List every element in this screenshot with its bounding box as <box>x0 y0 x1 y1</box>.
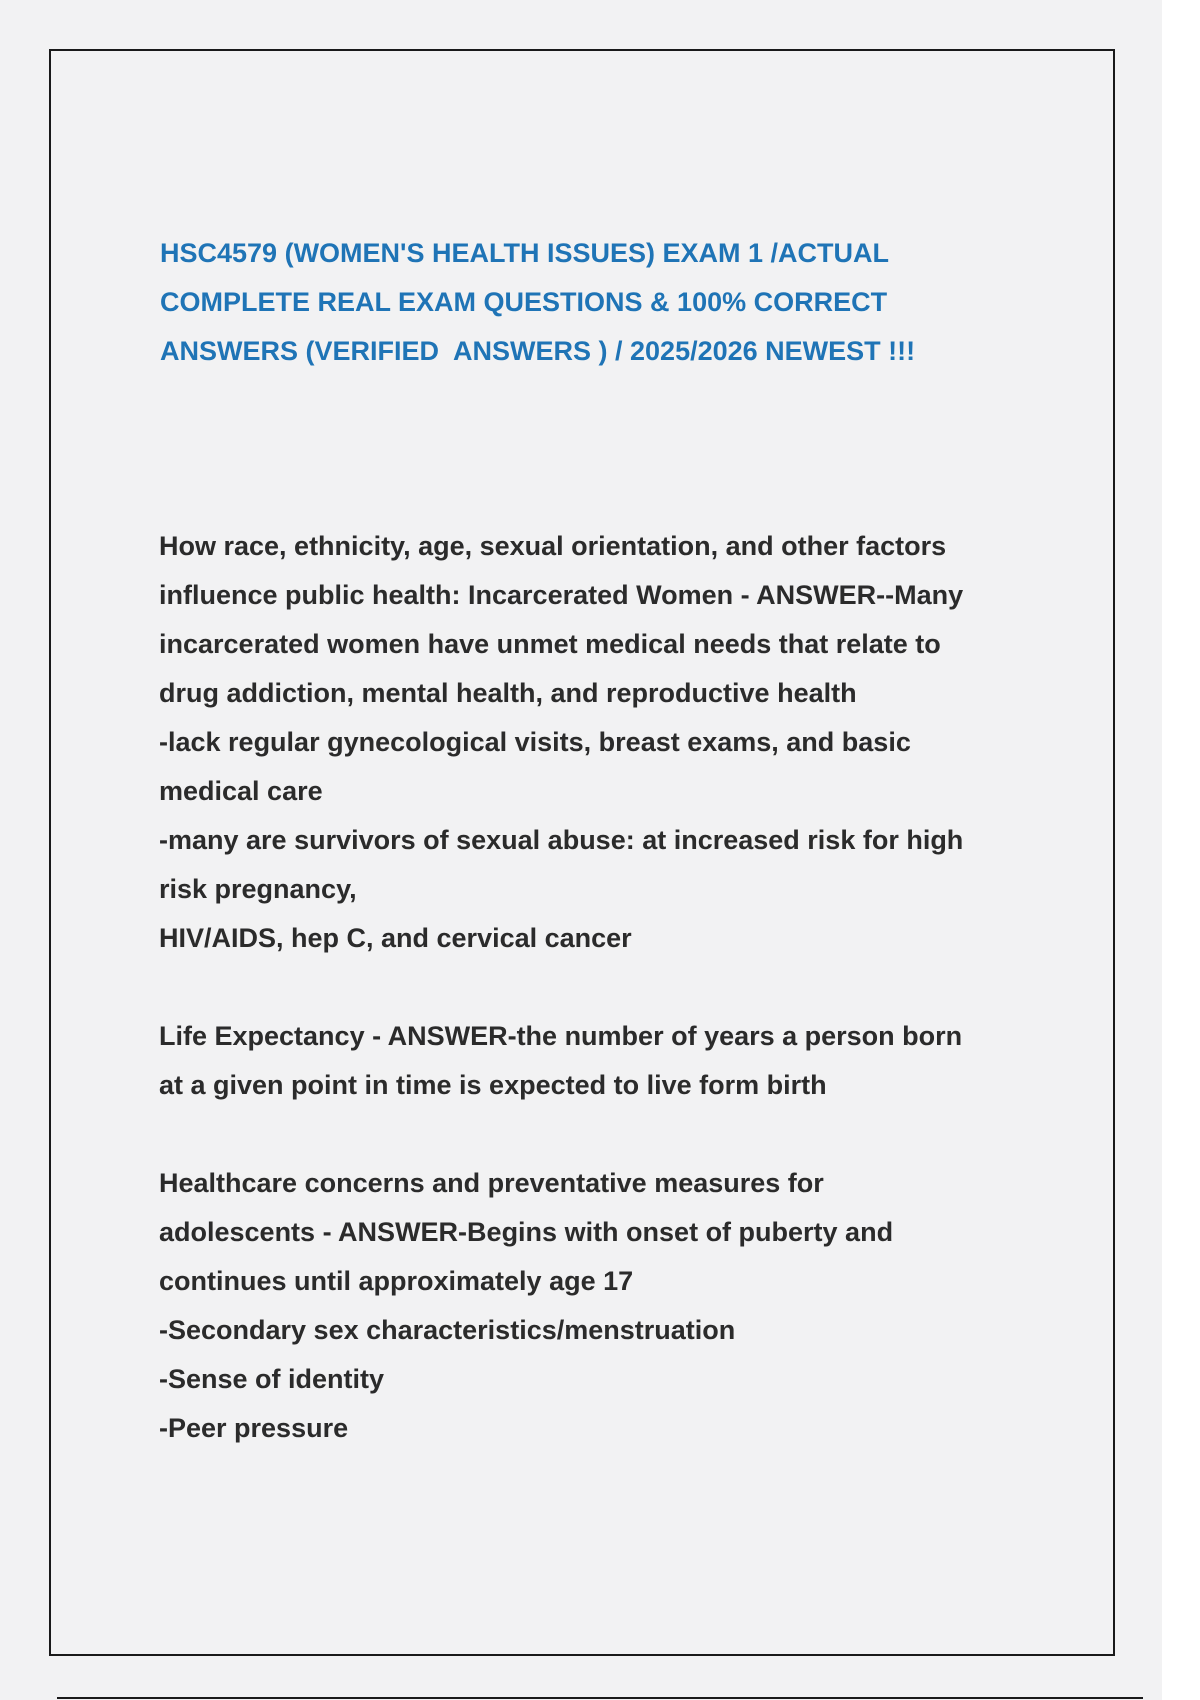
text-line: incarcerated women have unmet medical needs that relate to <box>159 629 941 659</box>
title-line: COMPLETE REAL EXAM QUESTIONS & 100% CORRECT <box>160 287 888 317</box>
document-body <box>159 522 1059 1453</box>
title-line: HSC4579 (WOMEN'S HEALTH ISSUES) EXAM 1 /ACTUAL <box>160 238 889 268</box>
text-line: How race, ethnicity, age, sexual orientation, and other factors <box>159 531 947 561</box>
paragraph-gap <box>159 1110 1059 1159</box>
title-line: ANSWERS (VERIFIED ANSWERS ) / 2025/2026 NEWEST !!! <box>160 336 916 366</box>
text-line: Healthcare concerns and preventative measures for <box>159 1168 824 1198</box>
document-page <box>49 49 1115 1656</box>
text-line: -Sense of identity <box>159 1364 385 1394</box>
text-line: influence public health: Incarcerated Women - ANSWER--Many <box>159 580 964 610</box>
text-line: -lack regular gynecological visits, breast exams, and basic <box>159 727 911 757</box>
text-line: continues until approximately age 17 <box>159 1266 634 1296</box>
text-line: -many are survivors of sexual abuse: at increased risk for high <box>159 825 964 855</box>
text-line: drug addiction, mental health, and reproductive health <box>159 678 857 708</box>
paragraph-gap <box>159 963 1059 1012</box>
text-line: -Secondary sex characteristics/menstruation <box>159 1315 736 1345</box>
text-line: at a given point in time is expected to live form birth <box>159 1070 827 1100</box>
qa-item-adolescents <box>159 1159 1059 1453</box>
text-line: risk pregnancy, <box>159 874 357 904</box>
text-line: -Peer pressure <box>159 1413 349 1443</box>
text-line: adolescents - ANSWER-Begins with onset of puberty and <box>159 1217 894 1247</box>
text-line: Life Expectancy - ANSWER-the number of years a person born <box>159 1021 963 1051</box>
text-line: HIV/AIDS, hep C, and cervical cancer <box>159 923 632 953</box>
qa-item-incarcerated-women <box>159 522 1059 963</box>
page-margin-strip <box>1162 0 1200 1700</box>
document-title <box>160 229 1020 376</box>
text-line: medical care <box>159 776 323 806</box>
qa-item-life-expectancy <box>159 1012 1059 1110</box>
next-page-edge <box>57 1697 1143 1699</box>
